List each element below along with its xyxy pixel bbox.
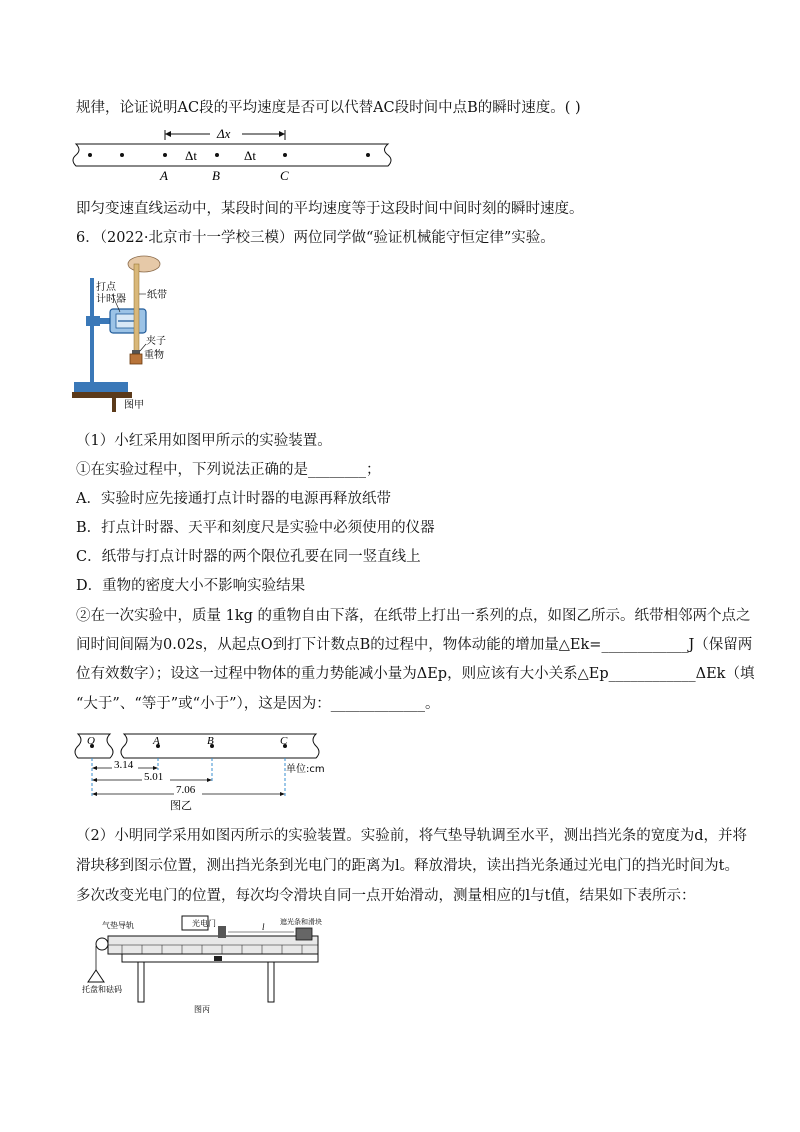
- label-photogate: 光电门: [192, 919, 216, 928]
- tape-dots: [88, 153, 370, 157]
- tape-O: O: [87, 735, 95, 747]
- label-timer: 打点: [96, 282, 116, 293]
- sub-question-2-line2: 间时间间隔为0.02s，从起点O到打下计数点B的过程中，物体动能的增加量△Ek=____________J（保留两: [76, 637, 753, 653]
- q5-text-line: 规律，论证说明AC段的平均速度是否可以代替AC段时间中点B的瞬时速度。( ): [76, 100, 581, 116]
- figure-jia-apparatus: [72, 254, 182, 412]
- option-d: D．重物的密度大小不影响实验结果: [76, 578, 306, 594]
- distance-OC: 7.06: [176, 784, 196, 796]
- delta-x-label: Δx: [217, 126, 231, 141]
- label-l: l: [262, 922, 265, 932]
- q5-conclusion: 即匀变速直线运动中，某段时间的平均速度等于这段时间中间时刻的瞬时速度。: [76, 201, 584, 217]
- q6-header: 6．（2022·北京市十一学校三模）两位同学做“验证机械能守恒定律”实验。: [76, 230, 555, 246]
- tape-B: B: [207, 735, 214, 747]
- q5-tape-diagram: [72, 118, 402, 184]
- point-A-label: A: [160, 168, 168, 183]
- label-timer2: 计时器: [96, 294, 126, 305]
- sub-question-1: ①在实验过程中，下列说法正确的是________；: [76, 462, 381, 478]
- figure-jia-caption: 图甲: [124, 400, 144, 411]
- label-slider: 遮光条和滑块: [280, 918, 322, 926]
- sub-question-2-line3: 位有效数字）；设这一过程中物体的重力势能减小量为ΔEp，则应该有大小关系△Ep____________ΔEk（填: [76, 666, 755, 682]
- unit-label: 单位:cm: [286, 764, 325, 775]
- label-tape: 纸带: [147, 290, 167, 301]
- option-c: C．纸带与打点计时器的两个限位孔要在同一竖直线上: [76, 549, 421, 565]
- sub-question-2-line1: ②在一次实验中，质量 1kg 的重物自由下落，在纸带上打出一系列的点，如图乙所示。纸带相邻两个点之: [76, 608, 751, 624]
- figure-bing-caption: 图丙: [194, 1005, 210, 1014]
- dt1-label: Δt: [185, 148, 197, 163]
- part1-intro: （1）小红采用如图甲所示的实验装置。: [76, 433, 332, 449]
- figure-bing-air-track: [82, 912, 362, 1018]
- part2-line3: 多次改变光电门的位置，每次均令滑块自同一点开始滑动，测量相应的l与t值，结果如下表所示：: [76, 888, 696, 904]
- part2-line2: 滑块移到图示位置，测出挡光条到光电门的距离为l。释放滑块，读出挡光条通过光电门的挡光时间为t。: [76, 858, 739, 874]
- label-weight: 重物: [144, 350, 164, 361]
- sub-question-2-line4: “大于”、“等于”或“小于”），这是因为：_____________。: [76, 696, 440, 712]
- option-a: A．实验时应先接通打点计时器的电源再释放纸带: [76, 491, 391, 507]
- label-air-rail: 气垫导轨: [102, 921, 134, 930]
- part2-line1: （2）小明同学采用如图丙所示的实验装置。实验前，将气垫导轨调至水平，测出挡光条的宽度为d，并将: [76, 828, 748, 844]
- label-tray: 托盘和砝码: [82, 985, 122, 994]
- tape-A: A: [153, 735, 160, 747]
- point-C-label: C: [280, 168, 289, 183]
- distance-OB: 5.01: [144, 771, 164, 783]
- option-b: B．打点计时器、天平和刻度尺是实验中必须使用的仪器: [76, 520, 435, 536]
- figure-yi-tape: [72, 726, 332, 812]
- figure-yi-caption: 图乙: [170, 799, 192, 812]
- point-B-label: B: [212, 168, 220, 183]
- label-clip: 夹子: [146, 336, 166, 347]
- tape-C: C: [280, 735, 288, 747]
- dt2-label: Δt: [244, 148, 256, 163]
- distance-OA: 3.14: [114, 759, 134, 771]
